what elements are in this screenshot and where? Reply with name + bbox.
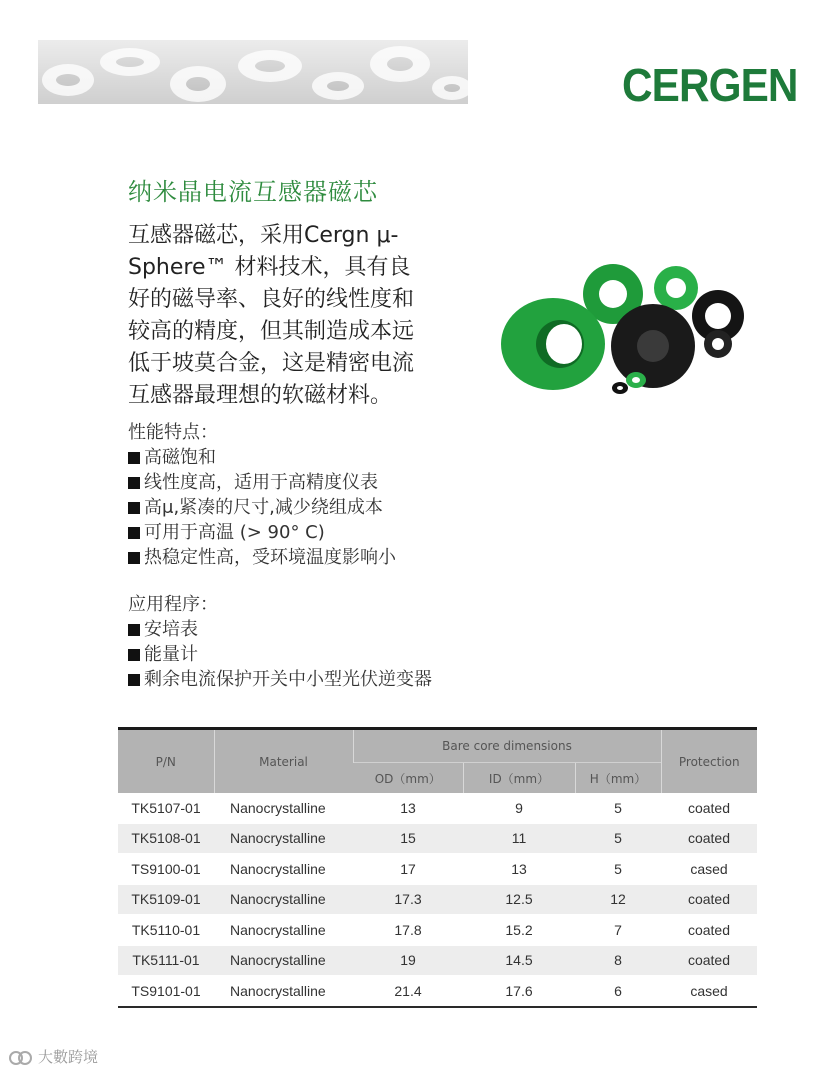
cell-pn: TK5107-01 xyxy=(118,793,214,823)
cell-pn: TK5108-01 xyxy=(118,823,214,854)
table-row xyxy=(118,884,757,915)
cell-id: 11 xyxy=(463,823,575,854)
intro-line: 互感器磁芯，采用Cergn μ- xyxy=(128,223,399,248)
cell-material: Nanocrystalline xyxy=(214,854,353,885)
cell-material: Nanocrystalline xyxy=(214,884,353,915)
cell-material: Nanocrystalline xyxy=(214,915,353,946)
spec-table xyxy=(118,727,757,1008)
cell-od: 17.3 xyxy=(353,884,463,915)
square-bullet-icon xyxy=(128,452,140,464)
square-bullet-icon xyxy=(128,624,140,636)
feature-item xyxy=(128,545,396,570)
intro-line: 低于坡莫合金，这是精密电流 xyxy=(128,351,415,376)
square-bullet-icon xyxy=(128,552,140,564)
square-bullet-icon xyxy=(128,649,140,661)
cell-h: 5 xyxy=(575,854,661,885)
square-bullet-icon xyxy=(128,674,140,686)
intro-line: Sphere™ 材料技术，具有良 xyxy=(128,255,411,280)
application-text: 剩余电流保护开关中小型光伏逆变器 xyxy=(144,669,432,690)
ring-banner-graphic xyxy=(38,40,468,104)
page-title: 纳米晶电流互感器磁芯 xyxy=(128,178,378,206)
feature-text: 高μ,紧凑的尺寸,减少绕组成本 xyxy=(144,497,383,518)
table-row xyxy=(118,793,757,823)
cell-pn: TK5111-01 xyxy=(118,945,214,976)
cell-material: Nanocrystalline xyxy=(214,976,353,1007)
cell-protection: cased xyxy=(661,976,757,1007)
application-text: 能量计 xyxy=(144,644,198,665)
cell-od: 19 xyxy=(353,945,463,976)
applications-title: 应用程序： xyxy=(128,594,218,615)
square-bullet-icon xyxy=(128,502,140,514)
header-dimensions: Bare core dimensions xyxy=(353,729,661,763)
cell-material: Nanocrystalline xyxy=(214,793,353,823)
cell-id: 14.5 xyxy=(463,945,575,976)
watermark-logo-icon xyxy=(8,1049,34,1067)
table-row xyxy=(118,915,757,946)
watermark xyxy=(8,1046,98,1067)
cell-id: 12.5 xyxy=(463,884,575,915)
cell-protection: coated xyxy=(661,915,757,946)
features-title: 性能特点： xyxy=(128,422,218,443)
table-row xyxy=(118,945,757,976)
cell-od: 17.8 xyxy=(353,915,463,946)
header-protection: Protection xyxy=(661,729,757,794)
cell-od: 21.4 xyxy=(353,976,463,1007)
cell-pn: TS9100-01 xyxy=(118,854,214,885)
cell-id: 15.2 xyxy=(463,915,575,946)
application-item xyxy=(128,667,432,692)
intro-paragraph xyxy=(128,220,468,412)
application-text: 安培表 xyxy=(144,619,198,640)
application-item xyxy=(128,642,432,667)
square-bullet-icon xyxy=(128,477,140,489)
header-id: ID（mm） xyxy=(463,763,575,794)
cell-h: 5 xyxy=(575,793,661,823)
cell-id: 9 xyxy=(463,793,575,823)
feature-item xyxy=(128,520,396,545)
cell-h: 7 xyxy=(575,915,661,946)
feature-item xyxy=(128,470,396,495)
intro-line: 较高的精度，但其制造成本远 xyxy=(128,319,415,344)
header-h: H（mm） xyxy=(575,763,661,794)
watermark-text: 大數跨境 xyxy=(38,1048,99,1066)
table-row xyxy=(118,854,757,885)
feature-item xyxy=(128,495,396,520)
cell-protection: coated xyxy=(661,945,757,976)
cell-pn: TS9101-01 xyxy=(118,976,214,1007)
feature-text: 热稳定性高，受环境温度影响小 xyxy=(144,547,396,568)
cell-pn: TK5110-01 xyxy=(118,915,214,946)
cell-protection: coated xyxy=(661,823,757,854)
feature-text: 线性度高，适用于高精度仪表 xyxy=(144,472,378,493)
toroid-cores-photo xyxy=(498,254,754,402)
intro-line: 互感器最理想的软磁材料。 xyxy=(128,383,393,408)
application-item xyxy=(128,617,432,642)
cell-h: 8 xyxy=(575,945,661,976)
cell-protection: coated xyxy=(661,884,757,915)
cell-id: 17.6 xyxy=(463,976,575,1007)
cell-od: 15 xyxy=(353,823,463,854)
cell-od: 17 xyxy=(353,854,463,885)
table-row xyxy=(118,823,757,854)
cell-protection: cased xyxy=(661,854,757,885)
square-bullet-icon xyxy=(128,527,140,539)
cell-material: Nanocrystalline xyxy=(214,945,353,976)
header-material: Material xyxy=(214,729,353,794)
cell-h: 6 xyxy=(575,976,661,1007)
intro-line: 好的磁导率、良好的线性度和 xyxy=(128,287,415,312)
feature-item xyxy=(128,445,396,470)
cell-protection: coated xyxy=(661,793,757,823)
cell-h: 12 xyxy=(575,884,661,915)
features-section xyxy=(128,420,396,570)
cell-od: 13 xyxy=(353,793,463,823)
cell-id: 13 xyxy=(463,854,575,885)
header-od: OD（mm） xyxy=(353,763,463,794)
cergen-logo: CERGEN xyxy=(622,59,798,111)
feature-text: 高磁饱和 xyxy=(144,447,216,468)
header-pn: P/N xyxy=(118,729,214,794)
applications-section xyxy=(128,592,432,692)
table-row xyxy=(118,976,757,1007)
feature-text: 可用于高温 (> 90° C) xyxy=(144,522,325,543)
cell-material: Nanocrystalline xyxy=(214,823,353,854)
cell-h: 5 xyxy=(575,823,661,854)
cell-pn: TK5109-01 xyxy=(118,884,214,915)
